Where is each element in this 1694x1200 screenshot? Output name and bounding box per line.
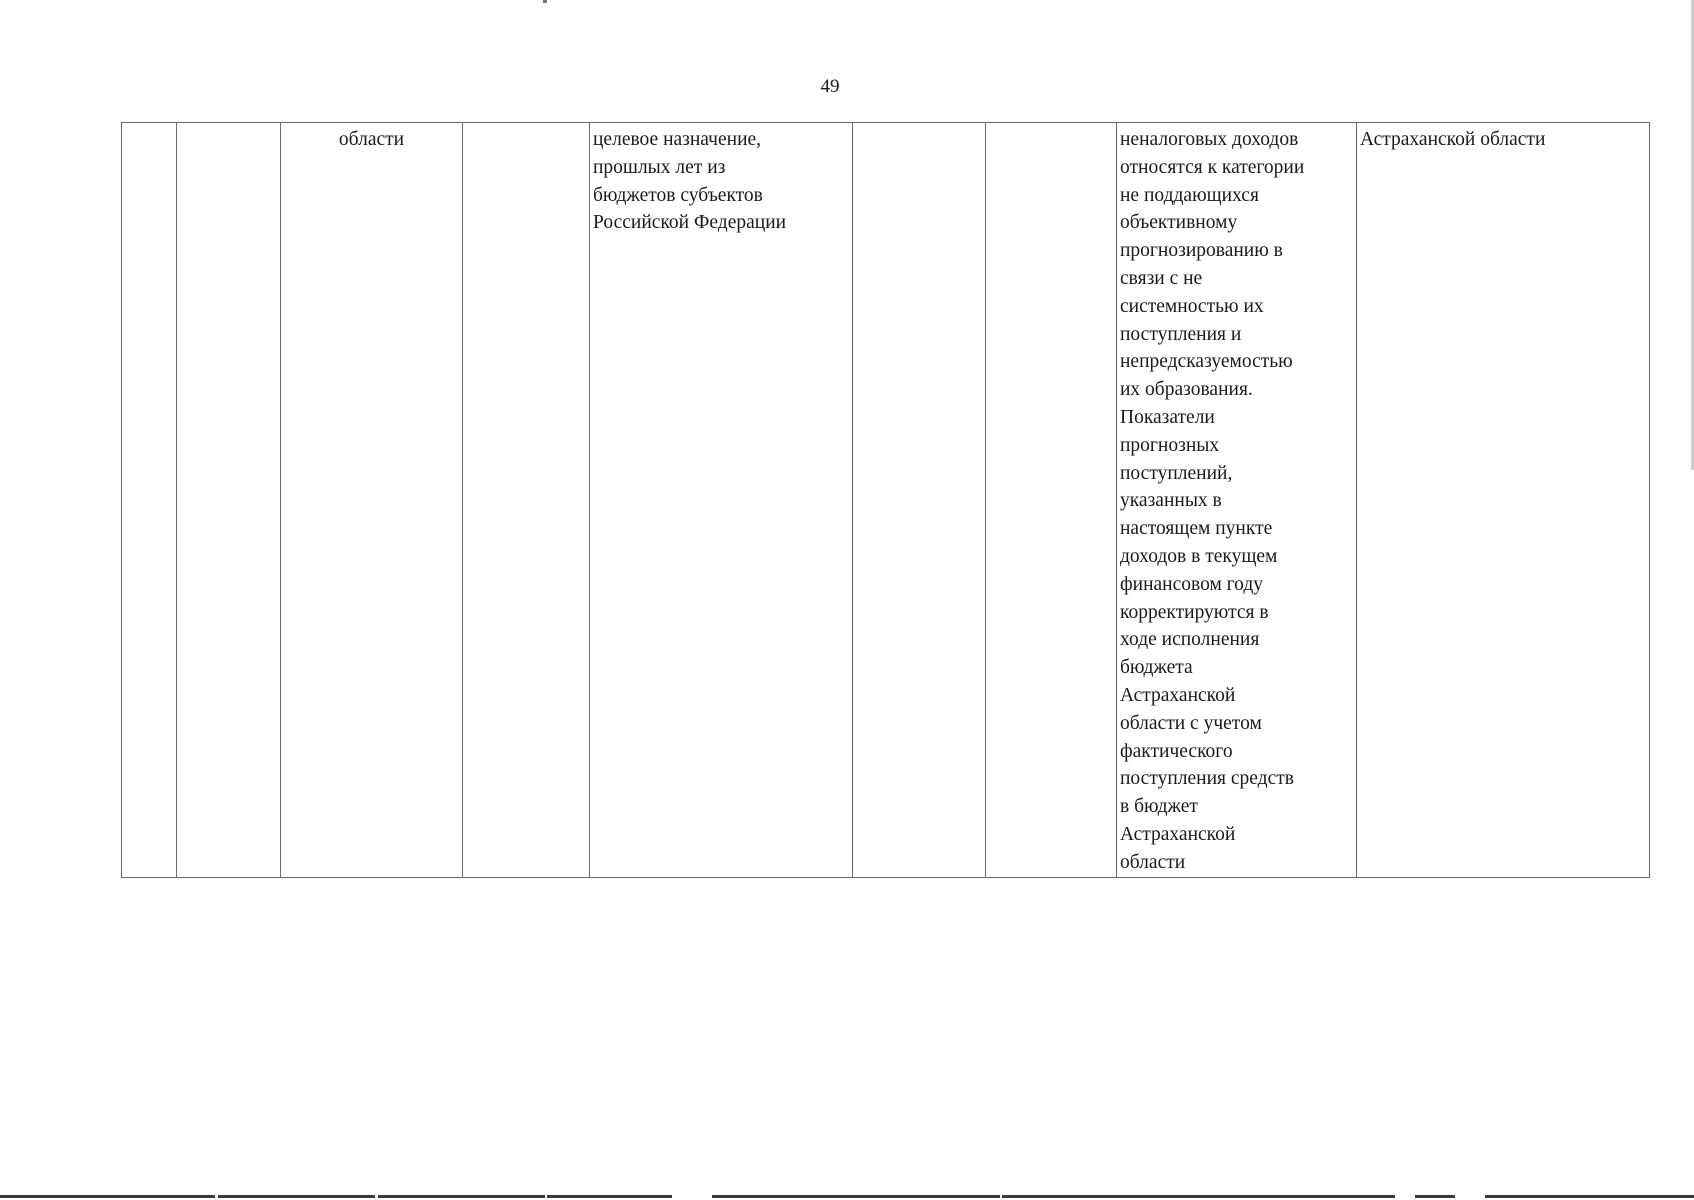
table-cell-5 <box>590 123 853 878</box>
cell-text-purpose: целевое назначение, прошлых лет из бюджетов субъектов Российской Федерации <box>593 129 787 234</box>
table-cell-3 <box>281 123 463 878</box>
table-cell-4 <box>463 123 590 878</box>
scan-mark <box>543 0 547 3</box>
table-cell-6 <box>853 123 986 878</box>
table-row <box>122 123 1650 878</box>
cell-text-method: неналоговых доходов относятся к категории не поддающихся объективному прогнозированию в связи с не системностью их поступления и непредсказуемостью их образования. Показатели прогнозных поступлений, указанных в настоящем пункте доходов в текущем финансовом году корректируются в ходе исполнения бюджета Астраханской области с учетом фактического поступления средств в бюджет Астраханской области <box>1120 129 1305 873</box>
cell-text-authority: Астраханской области <box>1360 129 1546 150</box>
table-cell-7 <box>986 123 1117 878</box>
table-cell-9 <box>1357 123 1650 878</box>
table-cell-2 <box>177 123 281 878</box>
table-cell-8 <box>1117 123 1357 878</box>
scan-bottom-edge <box>0 1195 1694 1198</box>
document-table <box>121 122 1650 878</box>
cell-text-region: области <box>338 129 405 150</box>
table-cell-1 <box>122 123 177 878</box>
page-number: 49 <box>820 76 840 97</box>
